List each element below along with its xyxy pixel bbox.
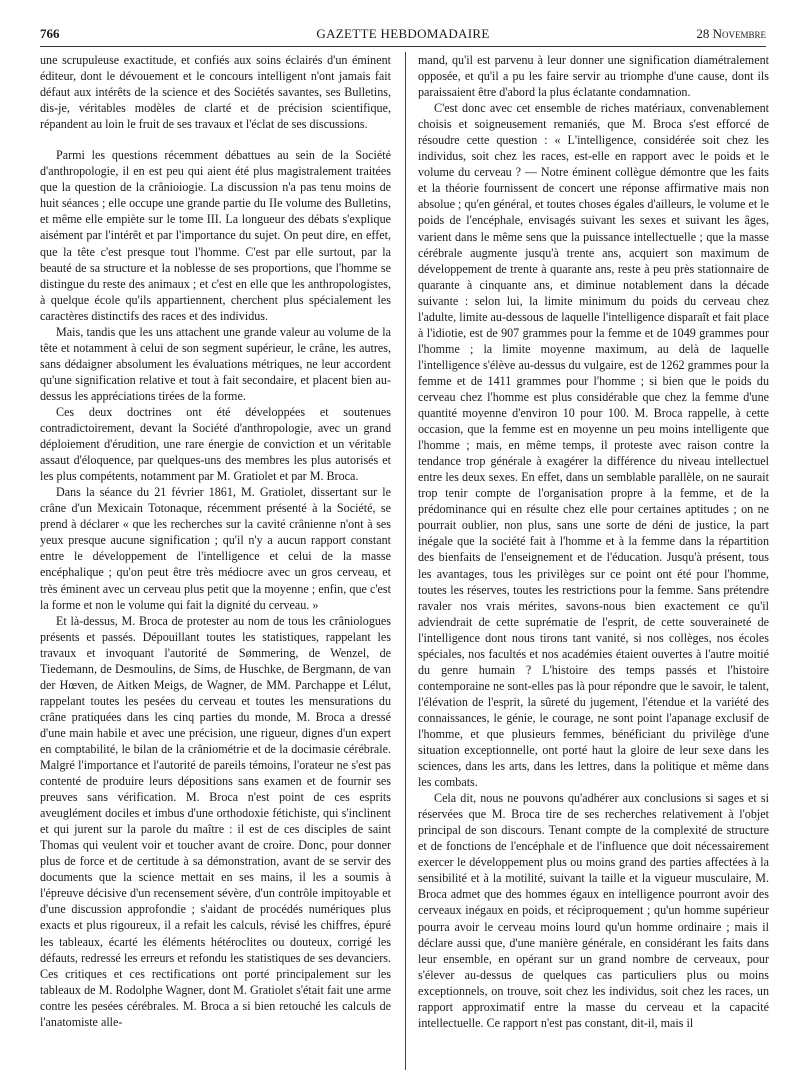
- header-rule: [40, 46, 766, 47]
- paragraph: Ces deux doctrines ont été développées et soutenues contradictoirement, devant la Société d'anthropologie, avec un grand déploiement d'érudition, une rare énergie de conviction et un véritable assaut d'éloquence, par quelques-uns des membres les plus autorisés et les plus compétents, notamment par M. Gratiolet et par M. Broca.: [40, 404, 391, 484]
- paragraph: C'est donc avec cet ensemble de riches matériaux, convenablement choisis et soigneusement remaniés, que M. Broca s'est efforcé de résoudre cette question : « L'intelligence, considérée soit chez les individus, soit chez les races, est-elle en rapport avec le poids et le volume du cerveau ? — Notre éminent collègue démontre que les faits et la théorie fournissent de concert une réponse affirmative mais non absolue ; qu'en général, et toutes choses égales d'ailleurs, le volume et le poids de l'encéphale, envisagés suivant les sexes et suivant les âges, varient dans le même sens que la puissance intellectuelle ; que la masse cérébrale augmente jusqu'à trente ans, acquiert son maximum de développement de trente à quarante ans, reste à peu près stationnaire de quarante à cinquante ans, et diminue notablement dans la décade suivante : selon lui, la limite minimum du poids du cerveau chez l'adulte, limite au-dessous de laquelle l'intelligence disparaît et fait place à l'idiotie, est de 907 grammes pour la femme et de 1049 grammes pour l'homme ; la limite moyenne maximum, au delà de laquelle l'intelligence s'élève au-dessus du vulgaire, est de 1262 grammes pour la femme et de 1411 grammes pour l'homme ; si bien que le poids du cerveau chez l'homme est plus considérable que chez la femme d'une quantité moyenne d'environ 10 pour 100. M. Broca rappelle, à cette occasion, que la femme est en moyenne un peu moins intelligente que l'homme ; mais, en même temps, il proteste avec raison contre la tendance trop générale à exagérer la différence du niveau intellectuel entre les deux sexes. En effet, dans un semblable parallèle, on ne saurait trop tenir compte de l'organisation propre à la femme, et de la prédominance qui en résulte chez elle pour certaines aptitudes ; on ne pourrait oublier, non plus, sans une sorte de déni de justice, la part inégale que la société fait à l'homme et à la femme dans la répartition des bienfaits de l'enseignement et de l'éducation. Jusqu'à présent, tous les avantages, tous les privilèges sur ce point ont été pour l'homme, toutes les réserves, toutes les restrictions pour la femme. Sans prétendre ravaler nos vrais mérites, savons-nous bien exactement ce qu'il adviendrait de cette suprématie de l'esprit, de cette souveraineté de l'intelligence dont nous tirons tant vanité, si nos collèges, nos écoles spéciales, nos facultés et nos académies étaient ouvertes à l'autre moitié du genre humain ? L'histoire des temps passés et l'histoire contemporaine ne sont-elles pas là pour répondre que le savoir, le talent, l'élévation de l'esprit, la sûreté du jugement, l'étendue et la variété des connaissances, le génie, le courage, ne sont point l'apanage exclusif de l'homme, et que plusieurs femmes, bénéficiant du privilège d'une situation exceptionnelle, ont porté haut la gloire de leur sexe dans les sciences, dans les arts, dans les lettres, dans la politique et même dans les combats.: [418, 101, 769, 790]
- paragraph: Cela dit, nous ne pouvons qu'adhérer aux conclusions si sages et si réservées que M. Broca tire de ses recherches relativement à l'objet principal de son discours. Tenant compte de la complexité de structure et de fonctions de l'encéphale et de l'influence que doit nécessairement exercer le développement plus ou moins grand des parties affectées à la sensibilité et à la motilité, suivant la taille et la vigueur musculaire, M. Broca admet que des hommes égaux en intelligence pourront avoir des cerveaux inégaux en poids, et réciproquement ; qu'un homme supérieur pourra avoir le cerveau moins lourd qu'un homme ordinaire ; mais il déclare aussi que, d'une manière générale, en considérant les faits dans leur ensemble, en opérant sur un grand nombre de cerveaux, pour s'élever au-dessus de quelques cas particuliers plus ou moins exceptionnels, on trouve, soit chez les individus, soit chez les races, un rapport approximatif entre la masse du cerveau et la capacité intellectuelle. Ce rapport n'est pas constant, dit-il, mais il: [418, 791, 769, 1030]
- paragraph: Mais, tandis que les uns attachent une grande valeur au volume de la tête et notamment à celui de son segment supérieur, le crâne, les autres, sans dédaigner absolument les évaluations métriques, ne leur accordent qu'une signification relative et tout à fait secondaire, et placent bien au-dessus les appréciations tirées de la forme.: [40, 324, 391, 403]
- paragraph: mand, qu'il est parvenu à leur donner une signification diamétralement opposée, et qu'il a pu les faire servir au triomphe d'une cause, dont ils paraissaient être d'abord la plus éclatante condamnation.: [418, 53, 769, 100]
- page-number: 766: [40, 26, 60, 41]
- journal-title: GAZETTE HEBDOMADAIRE: [316, 26, 490, 41]
- left-column: [40, 52, 391, 1072]
- paragraph: une scrupuleuse exactitude, et confiés aux soins éclairés d'un éminent éditeur, dont le dévouement et le concours intelligent n'ont jamais fait défaut aux intérêts de la science et des Sociétés savantes, ses Bulletins, dis-je, véritables modèles de clarté et de précision scientifique, répandent au loin le fruit de ses travaux et l'éclat de ses discussions.: [40, 53, 391, 132]
- paragraph: Dans la séance du 21 février 1861, M. Gratiolet, dissertant sur le crâne d'un Mexicain Totonaque, récemment présenté à la Société, se prend à déclarer « que les recherches sur la cavité crânienne n'ont à ses yeux presque aucune signification ; qu'il n'y a aucun rapport constant entre le développement de l'intelligence et celui de la masse encéphalique ; qu'on peut être très médiocre avec un gros cerveau, et très éminent avec un cerveau plus petit que la moyenne ; enfin, que c'est la forme et non le volume qui fait la dignité du cerveau. »: [40, 485, 391, 612]
- paragraph: Parmi les questions récemment débattues au sein de la Société d'anthropologie, il en est peu qui aient été plus magistralement traitées que la question de la crânioiogie. La discussion n'a pas tenu moins de huit séances ; elle occupe une grande partie du IIe volume des Bulletins, et même elle empiète sur le tome III. La longueur des débats s'explique aisément par l'intérêt et par l'importance du sujet. On peut dire, en effet, que la tête c'est presque tout l'homme. C'est par elle surtout, par la beauté de sa structure et la noblesse de ses proportions, que l'homme se distingue du reste des animaux ; et c'est en elle que les anthropologistes, à quelque école qu'ils appartiennent, cherchent plus spécialement les caractères distinctifs des races et des individus.: [40, 148, 391, 323]
- page-header: [40, 26, 766, 48]
- right-column: [418, 52, 769, 1072]
- column-divider: [405, 52, 406, 1070]
- issue-date: 28 Novembre: [696, 26, 766, 41]
- paragraph: Et là-dessus, M. Broca de protester au nom de tous les crâniologues présents et passés. Dépouillant toutes les statistiques, rappelant les travaux et invoquant l'autorité de Sømmering, de Wenzel, de Tiedemann, de Desmoulins, de Sims, de Huschke, de Bergmann, de van der Hœven, de Aitken Meigs, de Wagner, de MM. Parchappe et Lélut, rappelant toutes les pesées du cerveau et toutes les mensurations du crâne pratiquées dans les cinq parties du monde, M. Broca a dressé d'une main habile et avec une précision, une rigueur, dignes d'un expert en comptabilité, le bilan de la crâniométrie et de la docimasie cérébrale. Malgré l'importance et l'autorité de pareils témoins, l'orateur ne s'est pas contenté de produire leurs dépositions sans examen et de fournir ses preuves sans vérification. M. Broca n'est point de ces esprits aveuglément dociles et imbus d'une orthodoxie fétichiste, qui s'inclinent et qui jurent sur la parole du maître : il est de ces disciples de saint Thomas qui veulent voir et toucher avant de croire. Donc, pour donner plus de force et de certitude à sa démonstration, avant de se servir des documents que la science mettait en ses mains, il les a soumis à l'épreuve décisive d'un recensement sévère, d'un contrôle impitoyable et d'une discussion approfondie ; s'aidant de procédés numériques plus exacts et plus rigoureux, il a refait les calculs, révisé les chiffres, épuré les tableaux, écarté les éléments hétéroclites ou douteux, corrigé les défauts, redressé les erreurs et refondu les statistiques de ses devanciers. Ces critiques et ces rectifications ont porté principalement sur les tableaux de M. Rodolphe Wagner, dont M. Gratiolet s'était fait une arme contre les pesées cérébrales. M. Broca a si bien retouché les calculs de l'anatomiste alle-: [40, 613, 391, 1029]
